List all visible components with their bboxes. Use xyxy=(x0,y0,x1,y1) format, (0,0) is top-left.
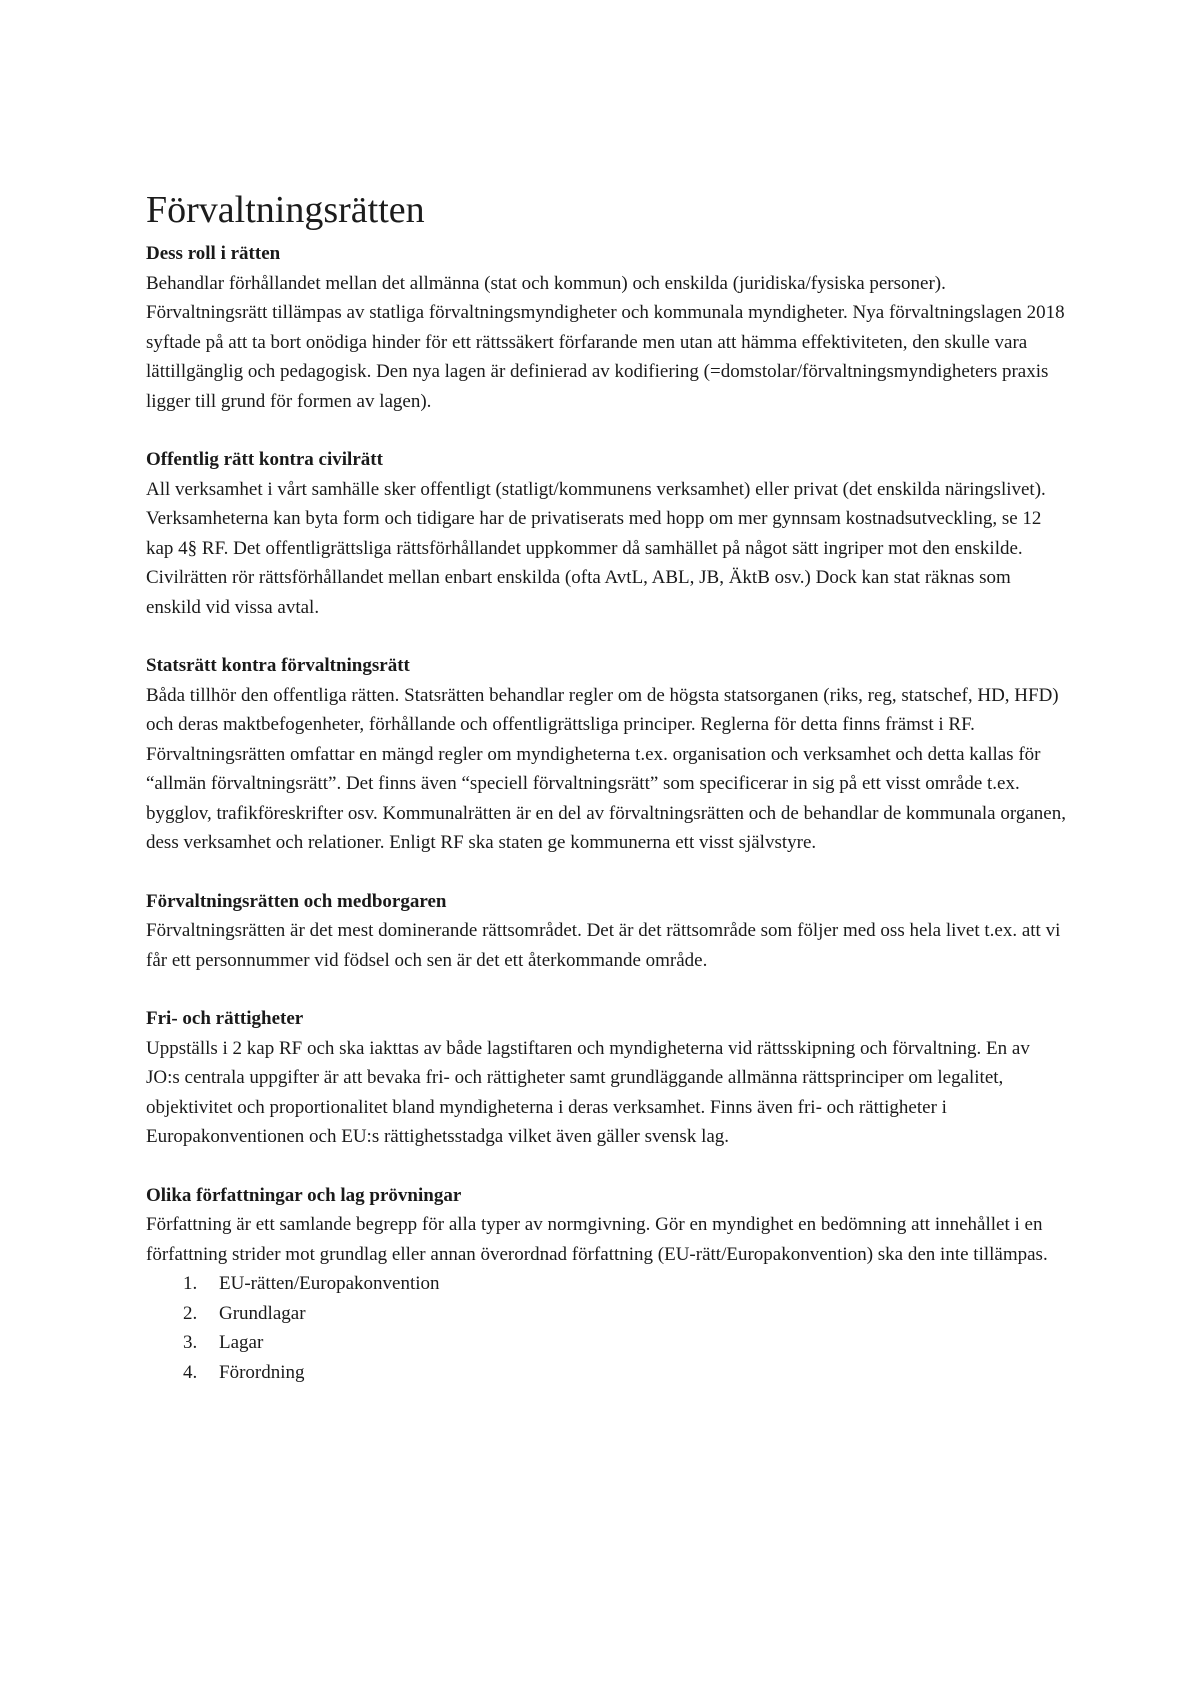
section-body: Båda tillhör den offentliga rätten. Statsrätten behandlar regler om de högsta statsorganen (riks, reg, statschef, HD, HFD) och deras maktbefogenheter, förhållande och offentligrättsliga principer. Reglerna för detta finns främst i RF. Förvaltningsrätten omfattar en mängd regler om myndigheterna t.ex. organisation och verksamhet och detta kallas för “allmän förvaltningsrätt”. Det finns även “speciell förvaltningsrätt” som specificerar in sig på ett visst område t.ex. bygglov, trafikföreskrifter osv. Kommunalrätten är en del av förvaltningsrätten och de behandlar de kommunala organen, dess verksamhet och relationer. Enligt RF ska staten ge kommunerna ett visst självstyre. xyxy=(146,684,1066,853)
list-number: 3. xyxy=(183,1332,198,1353)
list-number: 4. xyxy=(183,1361,198,1383)
list-text: Grundlagar xyxy=(219,1302,306,1324)
section-heading: Statsrätt kontra förvaltningsrätt xyxy=(146,655,410,676)
section-forfattningar xyxy=(146,1181,1066,1388)
section-body: Författning är ett samlande begrepp för alla typer av normgivning. Gör en myndighet en bedömning att innehållet i en författning strider mot grundlag eller annan överordnad författning (EU-rätt/Europakonvention) ska den inte tillämpas. xyxy=(146,1214,1048,1265)
section-heading: Offentlig rätt kontra civilrätt xyxy=(146,449,383,470)
section-statsratt-forvaltningsratt xyxy=(146,651,1066,858)
list-item xyxy=(183,1358,1066,1388)
section-heading: Fri- och rättigheter xyxy=(146,1008,304,1029)
section-dess-roll xyxy=(146,239,1066,416)
section-body: All verksamhet i vårt samhälle sker offentligt (statligt/kommunens verksamhet) eller privat (det enskilda näringslivet). Verksamheterna kan byta form och tidigare har de privatiserats med hopp om mer gynnsam kostnadsutveckling, se 12 kap 4§ RF. Det offentligrättsliga rättsförhållandet uppkommer då samhället på något sätt ingriper mot den enskilde. Civilrätten rör rättsförhållandet mellan enbart enskilda (ofta AvtL, ABL, JB, ÄktB osv.) Dock kan stat räknas som enskild vid vissa avtal. xyxy=(146,478,1046,618)
section-offentlig-civilratt xyxy=(146,445,1066,622)
section-heading: Olika författningar och lag prövningar xyxy=(146,1184,462,1206)
list-text: Lagar xyxy=(219,1332,264,1353)
list-item xyxy=(183,1299,1066,1329)
section-heading: Dess roll i rätten xyxy=(146,243,281,264)
list-text: EU-rätten/Europakonvention xyxy=(219,1273,440,1294)
list-number: 2. xyxy=(183,1302,198,1324)
section-fri-rattigheter xyxy=(146,1004,1066,1152)
section-heading: Förvaltningsrätten och medborgaren xyxy=(146,890,447,912)
section-body: Förvaltningsrätten är det mest dominerande rättsområdet. Det är det rättsområde som följer med oss hela livet t.ex. att vi får ett personnummer vid födsel och sen är det ett återkommande område. xyxy=(146,920,1061,971)
list-number: 1. xyxy=(183,1273,198,1294)
list-item xyxy=(183,1269,1066,1299)
list-text: Förordning xyxy=(219,1361,305,1383)
section-body: Uppställs i 2 kap RF och ska iakttas av både lagstiftaren och myndigheterna vid rättsskipning och förvaltning. En av JO:s centrala uppgifter är att bevaka fri- och rättigheter samt grundläggande allmänna rättsprinciper om legalitet, objektivitet och proportionalitet bland myndigheterna i deras verksamhet. Finns även fri- och rättigheter i Europakonventionen och EU:s rättighetsstadga vilket även gäller svensk lag. xyxy=(146,1037,1030,1147)
section-medborgaren xyxy=(146,887,1066,976)
hierarchy-list xyxy=(146,1269,1066,1387)
list-item xyxy=(183,1328,1066,1358)
document-title: Förvaltningsrätten xyxy=(146,189,425,231)
section-body: Behandlar förhållandet mellan det allmänna (stat och kommun) och enskilda (juridiska/fysiska personer). Förvaltningsrätt tillämpas av statliga förvaltningsmyndigheter och kommunala myndigheter. Nya förvaltningslagen 2018 syftade på att ta bort onödiga hinder för ett rättssäkert förfarande men utan att hämma effektiviteten, den skulle vara lättillgänglig och pedagogisk. Den nya lagen är definierad av kodifiering (=domstolar/förvaltningsmyndigheters praxis ligger till grund för formen av lagen). xyxy=(146,272,1065,412)
document-page xyxy=(146,187,1066,1416)
